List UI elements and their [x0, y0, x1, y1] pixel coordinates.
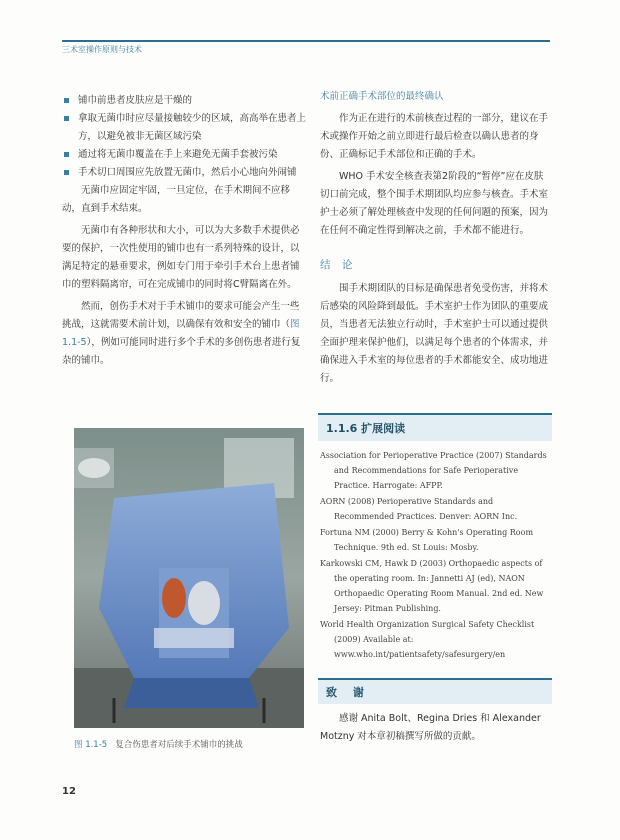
page-number: 12	[62, 786, 76, 797]
bullet-item: 拿取无菌巾时应尽量接触较少的区域，高高举在患者上方，以避免被非无菌区域污染	[62, 110, 308, 146]
header-rule	[62, 40, 550, 42]
body-paragraph-text: 然而，创伤手术对于手术铺巾的要求可能会产生一些挑战，这就需要术前计划，以确保有效和安全的铺巾（	[62, 301, 300, 330]
figure-reference-link[interactable]: 图 1.1-5	[62, 319, 300, 348]
operating-room-photo	[74, 428, 304, 728]
body-paragraph: 无菌巾应固定牢固，一旦定位，在手术期间不应移动，直到手术结束。	[62, 185, 291, 214]
conclusion-heading: 结 论	[320, 259, 357, 271]
reference-item: World Health Organization Surgical Safety Checklist (2009) Available at: www.who.int/patientsafety/safesurgery/en	[320, 620, 535, 659]
body-paragraph: 作为正在进行的术前核查过程的一部分，建议在手术或操作开始之前立即进行最后检查以确认患者的身份、正确标记手术部位和正确的手术。	[320, 113, 549, 160]
acknowledgements-text: 感谢 Anita Bolt、Regina Dries 和 Alexander Motzny 对本章初稿撰写所做的贡献。	[320, 713, 541, 742]
reference-list	[320, 448, 552, 663]
reference-item: Karkowski CM, Hawk D (2003) Orthopaedic aspects of the operating room. In: Jannetti AJ (ed), NAON Orthopaedic Operating Room Manual. 2nd ed. New Jersey: Pitman Publishing.	[320, 559, 544, 613]
bullet-item: 铺巾前患者皮肤应是干燥的	[62, 92, 308, 110]
left-column	[62, 92, 308, 370]
figure-label: 图 1.1-5	[74, 740, 108, 750]
further-reading-header	[318, 413, 552, 441]
figure-caption-text: 复合伤患者对后续手术铺巾的挑战	[115, 740, 243, 750]
right-column	[320, 88, 552, 388]
figure-caption	[74, 738, 243, 750]
further-reading-title: 1.1.6 扩展阅读	[326, 422, 406, 435]
bullet-item: 通过将无菌巾覆盖在手上来避免无菌手套被污染	[62, 146, 308, 164]
reference-item: Association for Perioperative Practice (2007) Standards and Recommendations for Safe Perioperative Practice. Harrogate: AFPP.	[320, 451, 547, 490]
acknowledgements-title: 致 谢	[326, 686, 370, 699]
acknowledgements-header	[318, 678, 552, 704]
running-head: 三术室操作原则与技术	[62, 45, 142, 54]
reference-item: Fortuna NM (2000) Berry & Kohn's Operating Room Technique. 9th ed. St Louis: Mosby.	[320, 528, 534, 552]
body-paragraph: 无菌巾有各种形状和大小，可以为大多数手术提供必要的保护，一次性使用的铺巾也有一系列特殊的设计，以满足特定的悬垂要求，例如专门用于牵引手术台上患者铺巾的塑料隔离帘，可在完成铺巾的同时将C臂隔离在外。	[62, 225, 300, 290]
conclusion-paragraph: 围手术期团队的目标是确保患者免受伤害，并将术后感染的风险降到最低。手术室护士作为团队的重要成员，当患者无法独立行动时，手术室护士可以通过提供全面护理来保护他们，以满足每个患者的个体需求，并确保进入手术室的每位患者的手术都能安全、成功地进行。	[320, 283, 549, 384]
bullet-item: 手术切口周围应先放置无菌巾，然后小心地向外闹铺	[62, 164, 308, 182]
body-paragraph: WHO 手术安全核查表第2阶段的“暂停”应在皮肤切口前完成，整个围手术期团队均应参与核查。手术室护士必须了解处理核查中发现的任何问题的预案，因为在任何不确定性得到解决之前，手术都不能进行。	[320, 171, 549, 236]
reference-item: AORN (2008) Perioperative Standards and Recommended Practices. Denver: AORN Inc.	[320, 497, 518, 521]
figure-photo	[74, 428, 304, 728]
subheading: 术前正确手术部位的最终确认	[320, 91, 444, 102]
body-paragraph	[62, 298, 308, 370]
body-paragraph-text: ），例如可能同时进行多个手术的多创伤患者进行复杂的铺巾。	[62, 337, 301, 366]
